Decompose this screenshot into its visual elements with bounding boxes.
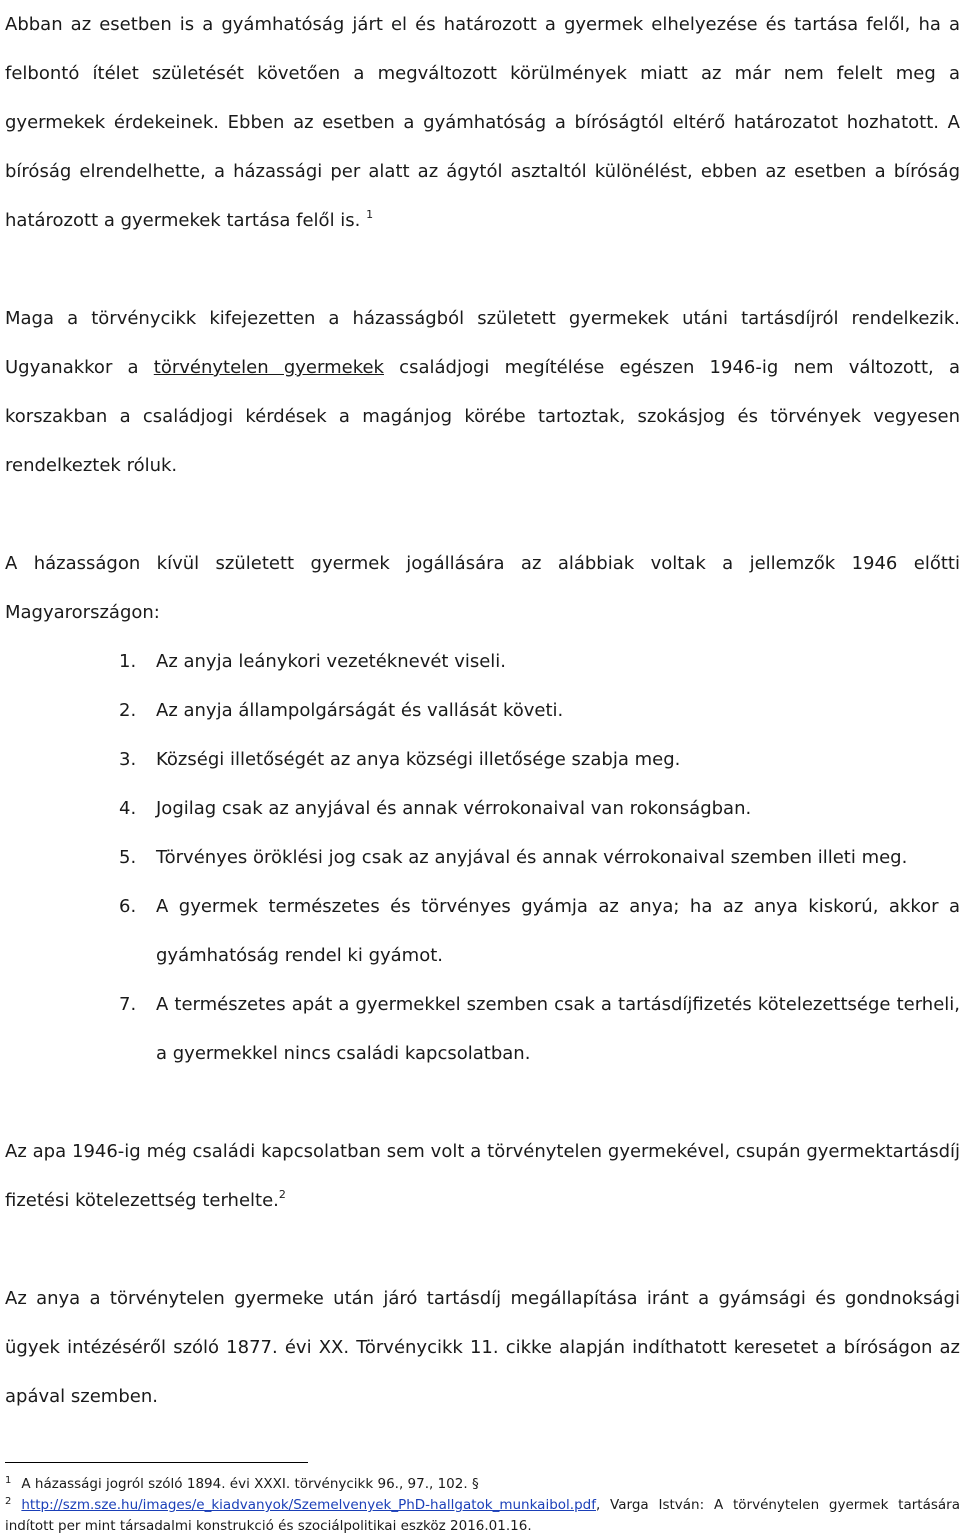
list-item xyxy=(5,784,960,833)
list-item-number: 2. xyxy=(119,700,137,721)
list-item xyxy=(5,735,960,784)
paragraph-1-text: Abban az esetben is a gyámhatóság járt el és határozott a gyermek elhelyezése és tartása felől, ha a felbontó ítélet születését követően a megváltozott körülmények miatt az már nem felelt meg a gyermekek érdekeinek. Ebben az esetben a gyámhatóság a bíróságtól eltérő határozatot hozhatott. A bíróság elrendelhette, a házassági per alatt az ágytól asztaltól különélést, ebben az esetben a bíróság határozott a gyermekek tartása felől is. xyxy=(5,14,960,231)
footnote-number: 1 xyxy=(5,1475,12,1486)
list-item-number: 1. xyxy=(119,651,137,672)
footnote-number: 2 xyxy=(5,1496,12,1507)
list-item-number: 5. xyxy=(119,847,137,868)
characteristics-list xyxy=(5,637,960,1078)
list-item-text: Az anyja állampolgárságát és vallását követi. xyxy=(156,700,564,721)
spacer xyxy=(5,490,960,539)
footnote-1-text: A házassági jogról szóló 1894. évi XXXI. törvénycikk 96., 97., 102. § xyxy=(21,1476,479,1492)
list-item-number: 3. xyxy=(119,749,137,770)
document-page xyxy=(5,0,960,1421)
list-item xyxy=(5,980,960,1078)
footnote-separator xyxy=(5,1462,308,1463)
spacer xyxy=(5,1225,960,1274)
footnote-ref-2[interactable]: 2 xyxy=(278,1188,286,1201)
list-item xyxy=(5,637,960,686)
list-item-text: Jogilag csak az anyjával és annak vérrokonaival van rokonságban. xyxy=(156,798,752,819)
footnote-ref-1[interactable]: 1 xyxy=(366,208,374,221)
list-item-text: Községi illetőségét az anya községi illetősége szabja meg. xyxy=(156,749,681,770)
list-item-number: 4. xyxy=(119,798,137,819)
list-item-number: 7. xyxy=(119,994,137,1015)
list-item-text: A természetes apát a gyermekkel szemben csak a tartásdíjfizetés kötelezettsége terheli, a gyermekkel nincs családi kapcsolatban. xyxy=(156,994,960,1064)
paragraph-3: A házasságon kívül született gyermek jogállására az alábbiak voltak a jellemzők 1946 előtti Magyarországon: xyxy=(5,553,960,623)
paragraph-4 xyxy=(5,1127,960,1225)
footnote-2 xyxy=(5,1495,960,1537)
paragraph-1 xyxy=(5,0,960,245)
spacer xyxy=(5,1078,960,1127)
paragraph-2-text-a: Maga a törvénycikk kifejezetten a házasságból született gyermekek utáni tartásdíjról rendelkezik. Ugyanakkor a xyxy=(5,308,960,378)
list-item-number: 6. xyxy=(119,896,137,917)
paragraph-4-text: Az apa 1946-ig még családi kapcsolatban sem volt a törvénytelen gyermekével, csupán gyermektartásdíj fizetési kötelezettség terhelte. xyxy=(5,1141,960,1211)
list-item-text: Törvényes öröklési jog csak az anyjával és annak vérrokonaival szemben illeti meg. xyxy=(156,847,908,868)
list-item xyxy=(5,686,960,735)
footnotes xyxy=(5,1474,960,1537)
list-item xyxy=(5,833,960,882)
list-item xyxy=(5,882,960,980)
underlined-term: törvénytelen gyermekek xyxy=(153,357,384,378)
footnote-2-link[interactable]: http://szm.sze.hu/images/e_kiadvanyok/Szemelvenyek_PhD-hallgatok_munkaibol.pdf xyxy=(21,1497,596,1513)
footnote-1 xyxy=(5,1474,960,1495)
paragraph-5: Az anya a törvénytelen gyermeke után járó tartásdíj megállapítása iránt a gyámsági és gondnoksági ügyek intézéséről szóló 1877. évi XX. Törvénycikk 11. cikke alapján indíthatott keresetet a bíróságon az apával szemben. xyxy=(5,1288,960,1407)
paragraph-2 xyxy=(5,294,960,490)
spacer xyxy=(5,245,960,294)
list-item-text: Az anyja leánykori vezetéknevét viseli. xyxy=(156,651,507,672)
list-item-text: A gyermek természetes és törvényes gyámja az anya; ha az anya kiskorú, akkor a gyámhatóság rendel ki gyámot. xyxy=(156,896,960,966)
paragraph-2-text-b: családjogi megítélése egészen 1946-ig nem változott, a korszakban a családjogi kérdések a magánjog körébe tartoztak, szokásjog és törvények vegyesen rendelkeztek róluk. xyxy=(5,357,960,476)
footnote-2-text: , Varga István: A törvénytelen gyermek tartására indított per mint társadalmi konstrukció és szociálpolitikai eszköz 2016.01.16. xyxy=(5,1497,960,1534)
